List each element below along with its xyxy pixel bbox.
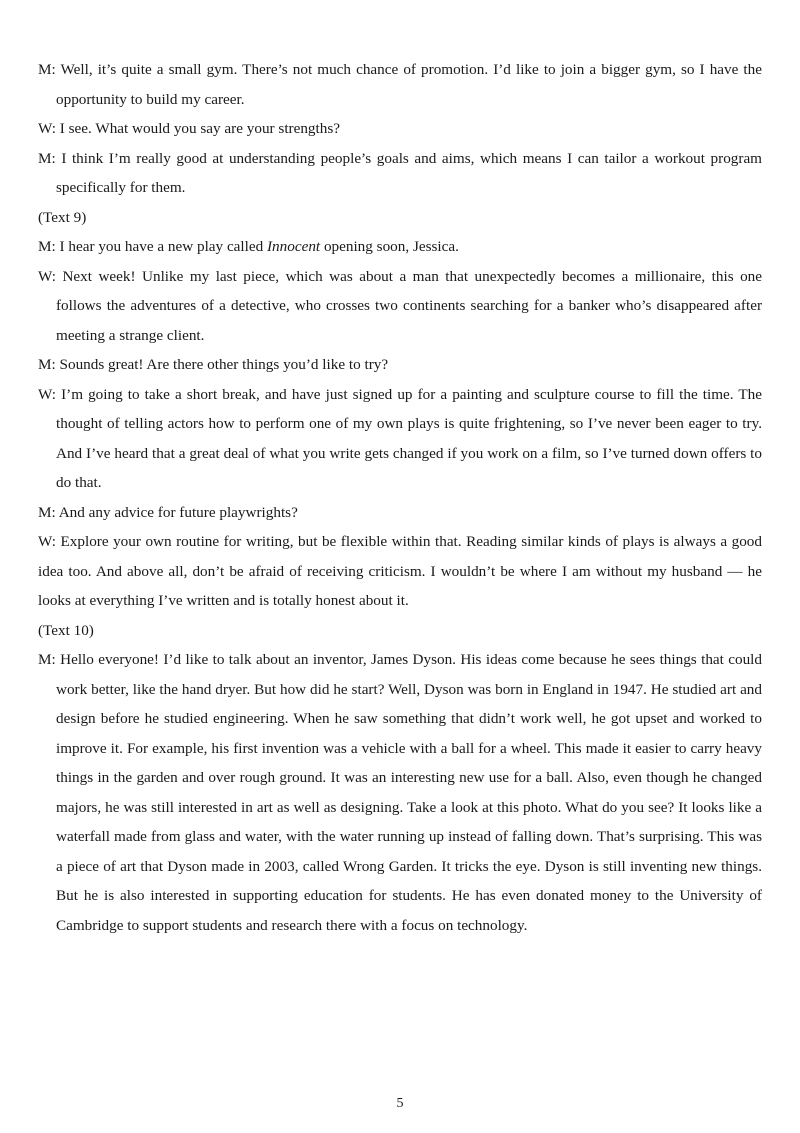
- dialogue-text: I think I’m really good at understanding people’s goals and aims, which means I can tailor a workout program specifically for them.: [55, 149, 762, 196]
- section-heading: (Text 9): [38, 208, 87, 226]
- speaker-label: W:: [38, 385, 56, 403]
- play-title: Innocent: [267, 238, 321, 255]
- dialogue-line: [38, 645, 762, 940]
- speaker-label: W:: [38, 267, 56, 285]
- speaker-label: M:: [38, 149, 56, 167]
- dialogue-text: Next week! Unlike my last piece, which was about a man that unexpectedly becomes a millionaire, this one follows the adventures of a detective, who crosses two continents searching for a banker who’s disappeared after meeting a strange client.: [56, 267, 762, 344]
- dialogue-text: Explore your own routine for writing, but be flexible within that. Reading similar kinds of plays is always a good idea too. And above all, don’t be afraid of receiving criticism. I wouldn’t be where I am without my husband — he looks at everything I’ve written and is totally honest about it.: [38, 533, 762, 609]
- dialogue-line: [38, 380, 762, 498]
- speaker-label: M:: [38, 238, 56, 255]
- dialogue-line: [38, 232, 762, 262]
- dialogue-text: I’m going to take a short break, and have just signed up for a painting and sculpture course to fill the time. The thought of telling actors how to perform one of my own plays is quite frightening, so I’ve never been eager to try. And I’ve heard that a great deal of what you write gets changed if you work on a film, so I’ve turned down offers to do that.: [56, 385, 762, 491]
- dialogue-line: [38, 262, 762, 351]
- speaker-label: M:: [38, 61, 56, 78]
- dialogue-text: I hear you have a new play called: [55, 238, 267, 255]
- dialogue-text: Well, it’s quite a small gym. There’s not much chance of promotion. I’d like to join a bigger gym, so I have the opportunity to build my career.: [55, 61, 762, 108]
- speaker-label: M:: [38, 503, 56, 521]
- speaker-label: W:: [38, 120, 56, 137]
- document-body: [38, 55, 762, 940]
- dialogue-text: opening soon, Jessica.: [320, 238, 459, 255]
- dialogue-line: [38, 498, 762, 528]
- page-number: 5: [396, 1096, 404, 1111]
- dialogue-text: Sounds great! Are there other things you’d like to try?: [55, 356, 389, 373]
- speaker-label: M:: [38, 356, 56, 373]
- dialogue-text: Hello everyone! I’d like to talk about an inventor, James Dyson. His ideas come because he sees things that could work better, like the hand dryer. But how did he start? Well, Dyson was born in England in 1947. He studied art and design before he studied engineering. When he saw something that didn’t work well, he got upset and worked to improve it. For example, his first invention was a vehicle with a ball for a wheel. This made it easier to carry heavy things in the garden and over rough ground. It was an interesting new use for a ball. Also, even though he changed majors, he was still interested in art as well as designing. Take a look at this photo. What do you see? It looks like a waterfall made from glass and water, with the water running up instead of falling down. That’s surprising. This was a piece of art that Dyson made in 2003, called Wrong Garden. It tricks the eye. Dyson is still inventing new things. But he is also interested in supporting education for students. He has even donated money to the University of Cambridge to support students and research there with a focus on technology.: [55, 651, 762, 934]
- speaker-label: W:: [38, 533, 56, 550]
- dialogue-text: I see. What would you say are your strengths?: [56, 120, 340, 137]
- dialogue-line: [38, 55, 762, 114]
- dialogue-line: [38, 144, 762, 203]
- dialogue-line: [38, 527, 762, 616]
- speaker-label: M:: [38, 651, 56, 668]
- dialogue-text: And any advice for future playwrights?: [55, 503, 298, 521]
- dialogue-line: [38, 350, 762, 380]
- section-heading: (Text 10): [38, 621, 94, 639]
- dialogue-line: [38, 114, 762, 144]
